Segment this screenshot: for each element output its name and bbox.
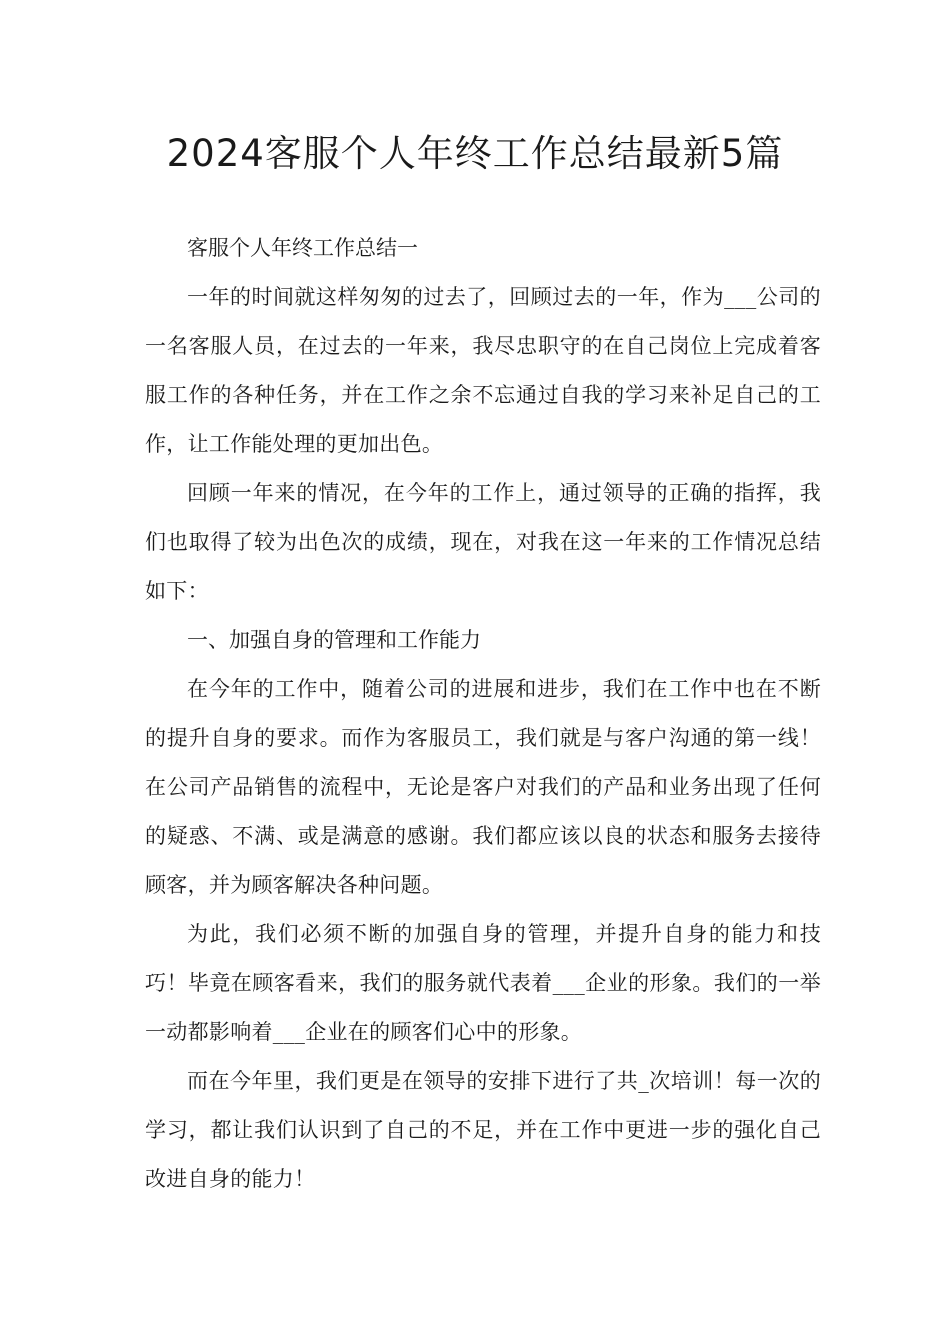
document-title: 2024客服个人年终工作总结最新5篇 [166, 132, 784, 175]
document-body [145, 224, 821, 1204]
paragraph-training: 而在今年里，我们更是在领导的安排下进行了共_次培训！每一次的学习，都让我们认识到了自己的不足，并在工作中更进一步的强化自己改进自身的能力！ [145, 1069, 821, 1191]
paragraph-frontline: 在今年的工作中，随着公司的进展和进步，我们在工作中也在不断的提升自身的要求。而作为客服员工，我们就是与客户沟通的第一线！在公司产品销售的流程中，无论是客户对我们的产品和业务出现了任何的疑惑、不满、或是满意的感谢。我们都应该以良的状态和服务去接待顾客，并为顾客解决各种问题。 [145, 677, 821, 897]
paragraph-improve-skills: 为此，我们必须不断的加强自身的管理，并提升自身的能力和技巧！毕竟在顾客看来，我们的服务就代表着___企业的形象。我们的一举一动都影响着___企业在的顾客们心中的形象。 [145, 922, 821, 1044]
section-heading-self-management: 一、加强自身的管理和工作能力 [187, 628, 481, 652]
paragraph-intro: 一年的时间就这样匆匆的过去了，回顾过去的一年，作为___公司的一名客服人员，在过去的一年来，我尽忠职守的在自己岗位上完成着客服工作的各种任务，并在工作之余不忘通过自我的学习来补足自己的工作，让工作能处理的更加出色。 [145, 285, 821, 456]
section-heading-summary-one: 客服个人年终工作总结一 [187, 236, 418, 260]
paragraph-review: 回顾一年来的情况，在今年的工作上，通过领导的正确的指挥，我们也取得了较为出色次的成绩，现在，对我在这一年来的工作情况总结如下： [145, 481, 821, 603]
